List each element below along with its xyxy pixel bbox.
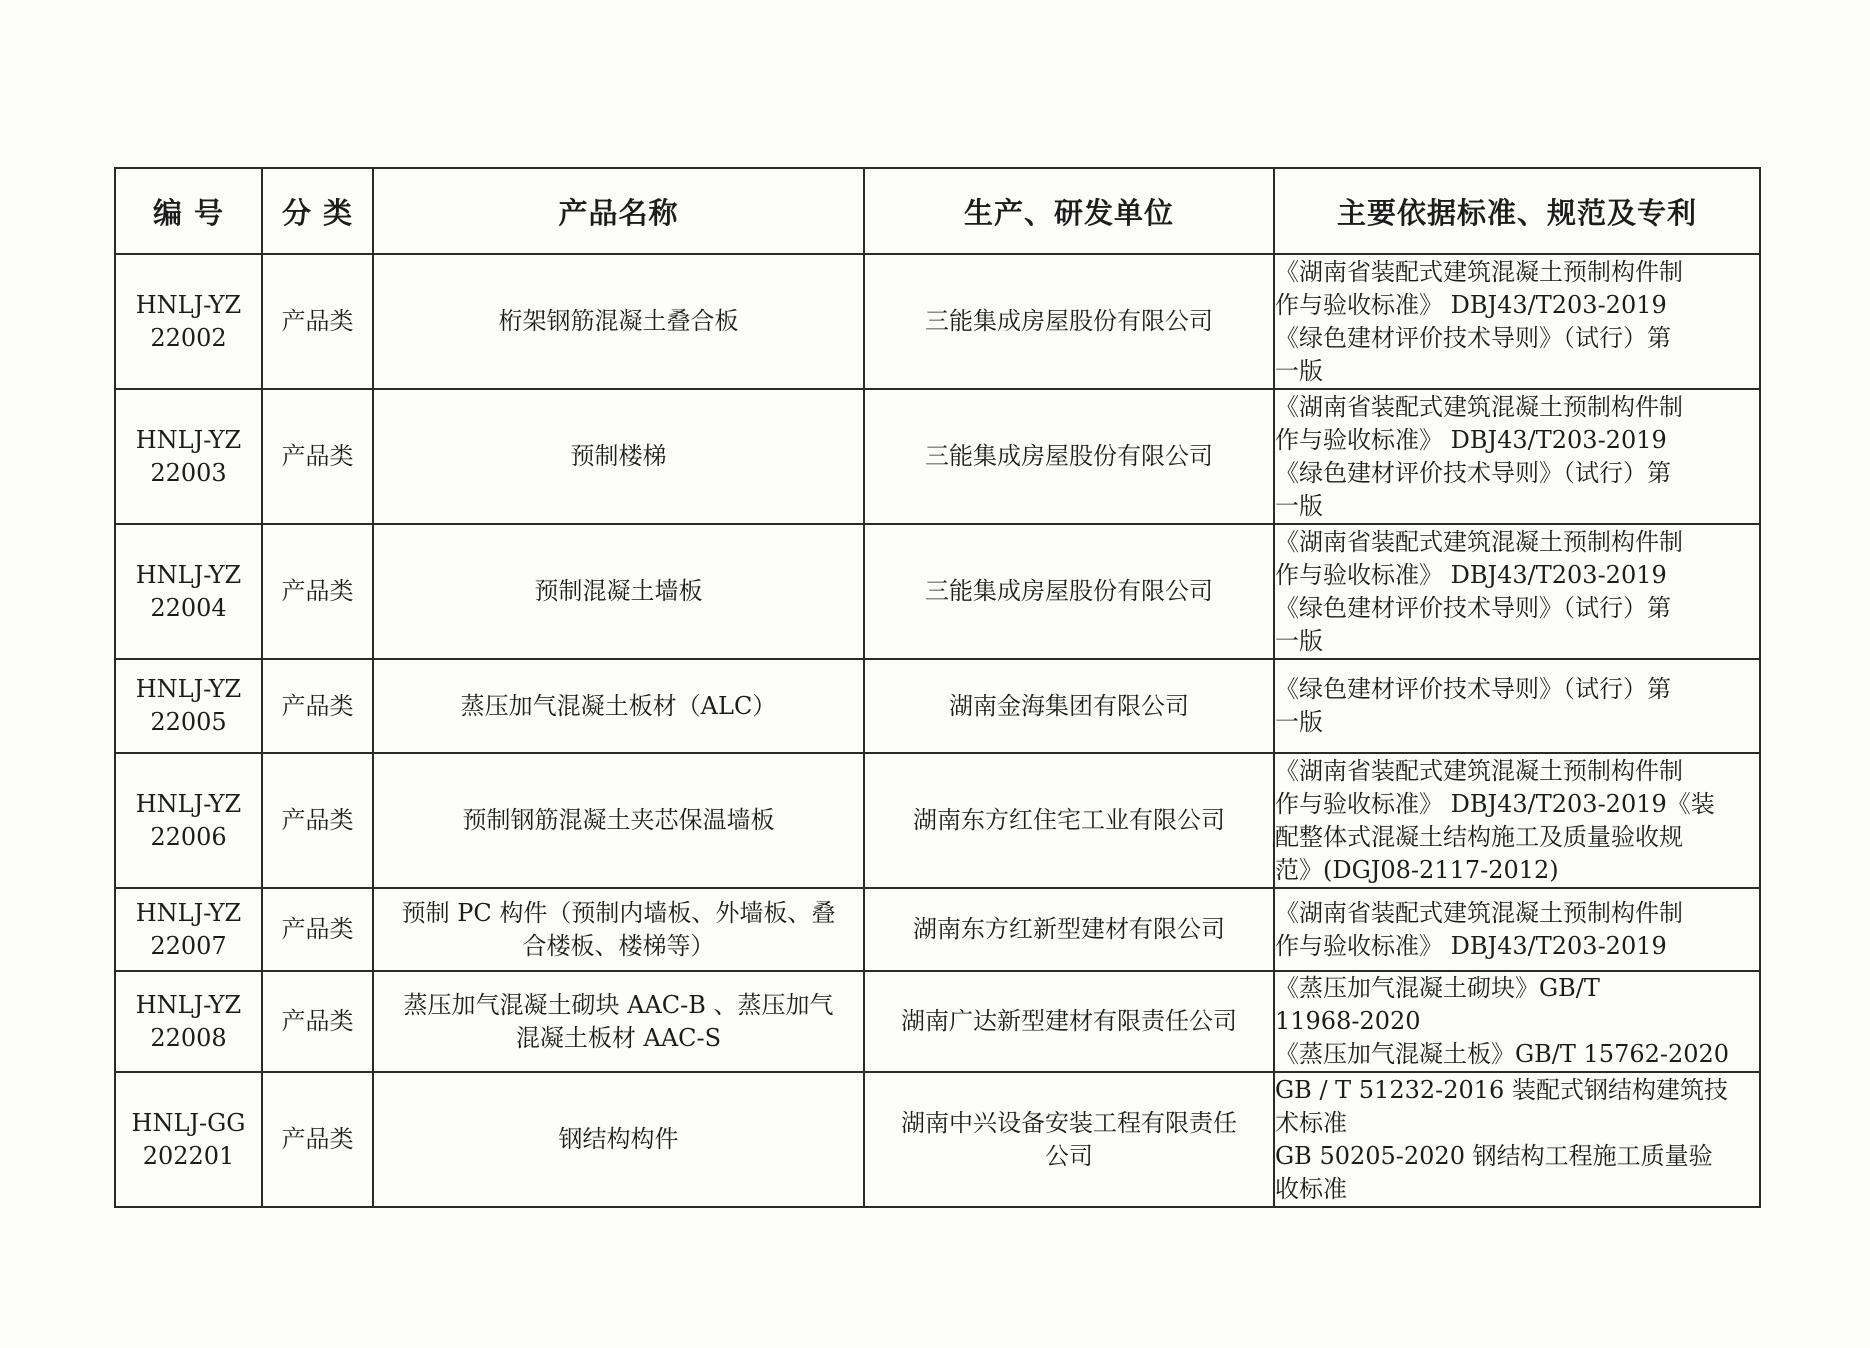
standards-line: GB / T 51232-2016 装配式钢结构建筑技: [1275, 1075, 1728, 1104]
maker-line: 三能集成房屋股份有限公司: [925, 577, 1213, 605]
product-line: 混凝土板材 AAC-S: [515, 1023, 722, 1052]
cell-standards: [1274, 753, 1760, 888]
standards-line: 作与验收标准》 DBJ43/T203-2019: [1275, 290, 1667, 319]
cell-category: 产品类: [262, 659, 373, 753]
maker-line: 三能集成房屋股份有限公司: [925, 442, 1213, 470]
cell-maker: [864, 888, 1274, 971]
table-row: [115, 254, 1760, 389]
table-row: [115, 1072, 1760, 1207]
cell-category: 产品类: [262, 389, 373, 524]
cell-code: [115, 389, 262, 524]
cell-product: [373, 1072, 864, 1207]
code-line: HNLJ-YZ: [135, 675, 242, 703]
product-line: 预制楼梯: [570, 442, 667, 470]
standards-line: 《绿色建材评价技术导则》（试行）第: [1275, 675, 1671, 703]
product-line: 蒸压加气混凝土板材（ALC）: [460, 691, 777, 720]
code-line: 22006: [150, 822, 227, 851]
cell-standards: [1274, 389, 1760, 524]
header-product-name: 产品名称: [373, 168, 864, 254]
standards-line: 配整体式混凝土结构施工及质量验收规: [1275, 822, 1683, 851]
code-line: HNLJ-YZ: [135, 990, 242, 1019]
cell-category: 产品类: [262, 254, 373, 389]
standards-line: 《湖南省装配式建筑混凝土预制构件制: [1275, 527, 1683, 556]
table-header-row: [115, 168, 1760, 254]
standards-line: 11968-2020: [1275, 1007, 1421, 1035]
cell-product: [373, 971, 864, 1072]
cell-product: [373, 659, 864, 753]
standards-line: GB 50205-2020 钢结构工程施工质量验: [1275, 1141, 1713, 1170]
table-row: [115, 659, 1760, 753]
header-category: 分 类: [262, 168, 373, 254]
code-line: HNLJ-GG: [131, 1108, 246, 1137]
cell-code: [115, 524, 262, 659]
standards-line: 范》(DGJ08-2117-2012): [1275, 855, 1559, 884]
cell-code: [115, 1072, 262, 1207]
code-line: 22007: [150, 931, 227, 960]
product-table: [114, 167, 1761, 1208]
code-line: 22004: [150, 593, 227, 622]
standards-line: 《湖南省装配式建筑混凝土预制构件制: [1275, 257, 1683, 286]
cell-maker: [864, 524, 1274, 659]
cell-category: 产品类: [262, 1072, 373, 1207]
standards-line: 作与验收标准》 DBJ43/T203-2019《装: [1275, 789, 1715, 818]
code-line: 202201: [142, 1141, 235, 1170]
cell-maker: [864, 389, 1274, 524]
table-row: [115, 971, 1760, 1072]
product-line: 预制 PC 构件（预制内墙板、外墙板、叠: [401, 898, 836, 927]
table-row: [115, 524, 1760, 659]
standards-line: 收标准: [1275, 1174, 1347, 1203]
standards-line: 《蒸压加气混凝土板》GB/T 15762-2020: [1275, 1040, 1730, 1068]
cell-maker: [864, 753, 1274, 888]
code-line: HNLJ-YZ: [135, 290, 242, 319]
product-line: 预制钢筋混凝土夹芯保温墙板: [462, 806, 775, 834]
cell-standards: [1274, 254, 1760, 389]
code-line: 22003: [150, 458, 227, 487]
standards-line: 作与验收标准》 DBJ43/T203-2019: [1275, 931, 1667, 960]
header-maker: 生产、研发单位: [864, 168, 1274, 254]
standards-line: 术标准: [1275, 1108, 1347, 1137]
standards-line: 一版: [1275, 356, 1323, 385]
maker-line: 三能集成房屋股份有限公司: [925, 307, 1213, 335]
maker-line: 湖南广达新型建材有限责任公司: [901, 1007, 1237, 1035]
code-line: HNLJ-YZ: [135, 898, 242, 927]
product-line: 合楼板、楼梯等）: [522, 931, 715, 960]
cell-maker: [864, 254, 1274, 389]
cell-maker: [864, 971, 1274, 1072]
cell-product: [373, 888, 864, 971]
cell-product: [373, 524, 864, 659]
header-code: 编 号: [115, 168, 262, 254]
cell-category: 产品类: [262, 888, 373, 971]
product-line: 预制混凝土墙板: [534, 577, 703, 605]
maker-line: 湖南东方红新型建材有限公司: [913, 915, 1225, 943]
cell-code: [115, 659, 262, 753]
cell-maker: [864, 1072, 1274, 1207]
code-line: 22002: [150, 323, 227, 352]
cell-standards: [1274, 1072, 1760, 1207]
maker-line: 湖南金海集团有限公司: [949, 691, 1189, 720]
standards-line: 作与验收标准》 DBJ43/T203-2019: [1275, 560, 1667, 589]
product-line: 桁架钢筋混凝土叠合板: [498, 307, 739, 335]
product-line: 蒸压加气混凝土砌块 AAC-B 、蒸压加气: [403, 990, 834, 1019]
code-line: HNLJ-YZ: [135, 560, 242, 589]
standards-line: 《湖南省装配式建筑混凝土预制构件制: [1275, 392, 1683, 421]
standards-line: 一版: [1275, 708, 1323, 736]
cell-standards: [1274, 971, 1760, 1072]
cell-category: 产品类: [262, 971, 373, 1072]
cell-standards: [1274, 524, 1760, 659]
cell-code: [115, 254, 262, 389]
cell-category: 产品类: [262, 753, 373, 888]
table-row: [115, 753, 1760, 888]
table-row: [115, 389, 1760, 524]
code-line: 22008: [150, 1023, 227, 1052]
cell-code: [115, 753, 262, 888]
cell-category: 产品类: [262, 524, 373, 659]
cell-code: [115, 888, 262, 971]
code-line: HNLJ-YZ: [135, 789, 242, 818]
standards-line: 一版: [1275, 626, 1323, 655]
code-line: 22005: [150, 708, 227, 736]
table-row: [115, 888, 1760, 971]
maker-line: 湖南中兴设备安装工程有限责任: [901, 1108, 1237, 1137]
standards-line: 《湖南省装配式建筑混凝土预制构件制: [1275, 898, 1683, 927]
maker-line: 湖南东方红住宅工业有限公司: [913, 806, 1225, 834]
standards-line: 作与验收标准》 DBJ43/T203-2019: [1275, 425, 1667, 454]
cell-product: [373, 254, 864, 389]
standards-line: 一版: [1275, 491, 1323, 520]
cell-standards: [1274, 888, 1760, 971]
standards-line: 《湖南省装配式建筑混凝土预制构件制: [1275, 756, 1683, 785]
standards-line: 《绿色建材评价技术导则》（试行）第: [1275, 323, 1671, 352]
cell-code: [115, 971, 262, 1072]
header-standards: 主要依据标准、规范及专利: [1274, 168, 1760, 254]
cell-maker: [864, 659, 1274, 753]
cell-product: [373, 389, 864, 524]
product-line: 钢结构构件: [558, 1125, 679, 1153]
standards-line: 《蒸压加气混凝土砌块》GB/T: [1275, 974, 1600, 1002]
standards-line: 《绿色建材评价技术导则》（试行）第: [1275, 593, 1671, 622]
code-line: HNLJ-YZ: [135, 425, 242, 454]
maker-line: 公司: [1045, 1141, 1093, 1170]
cell-product: [373, 753, 864, 888]
cell-standards: [1274, 659, 1760, 753]
standards-line: 《绿色建材评价技术导则》（试行）第: [1275, 458, 1671, 487]
